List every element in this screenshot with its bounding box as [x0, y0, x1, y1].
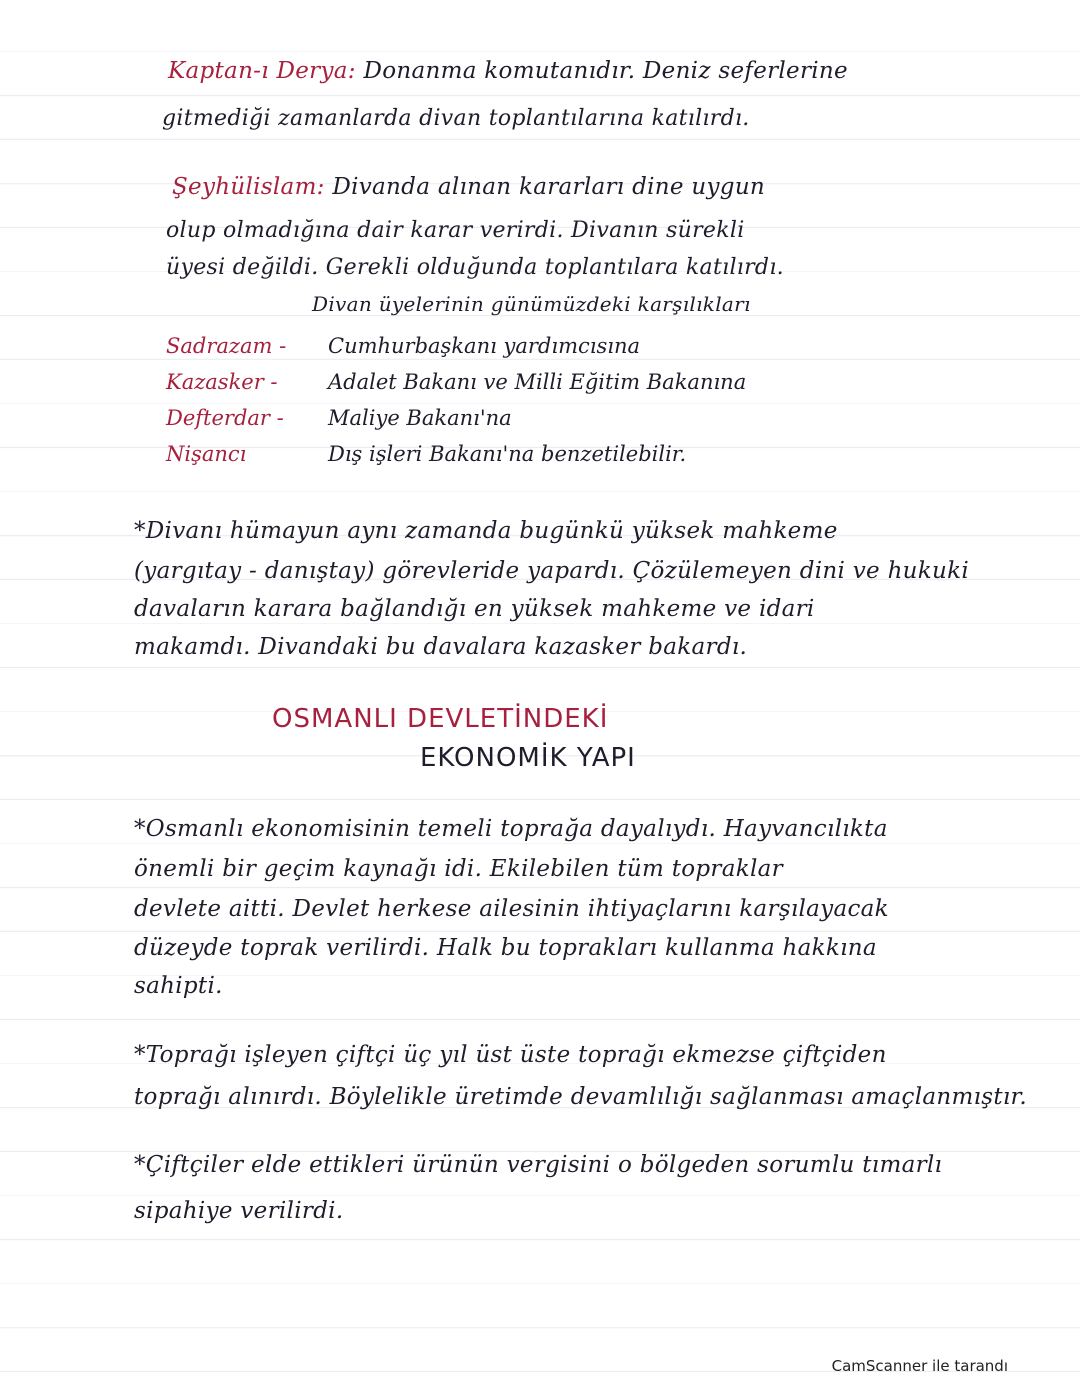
economy-line-2: önemli bir geçim kaynağı idi. Ekilebilen tüm topraklar	[134, 856, 783, 882]
equivalent-row-sadrazam	[166, 334, 640, 358]
seyhulislam-term: Şeyhülislam:	[172, 174, 325, 200]
kaptan-term: Kaptan-ı Derya:	[168, 58, 356, 84]
scanner-watermark: CamScanner ile tarandı	[831, 1357, 1008, 1375]
economy-line-4: düzeyde toprak verilirdi. Halk bu toprakları kullanma hakkına	[134, 935, 877, 961]
divan-equivalents-heading: Divan üyelerinin günümüzdeki karşılıkları	[312, 292, 751, 316]
equivalent-definition: Dış işleri Bakanı'na benzetilebilir.	[328, 442, 687, 466]
seyhulislam-line-2: olup olmadığına dair karar verirdi. Divanın sürekli	[166, 218, 745, 243]
equivalent-row-nisanci	[166, 442, 686, 466]
equivalent-term: Defterdar -	[166, 406, 284, 430]
economy-line-5: sahipti.	[134, 973, 223, 999]
equivalent-definition: Cumhurbaşkanı yardımcısına	[328, 334, 641, 358]
land-line-1: *Toprağı işleyen çiftçi üç yıl üst üste toprağı ekmezse çiftçiden	[134, 1042, 887, 1068]
kaptan-line-2: gitmediği zamanlarda divan toplantılarına katılırdı.	[162, 106, 750, 131]
section-title-line-2: EKONOMİK YAPI	[420, 743, 636, 773]
seyhulislam-text-1: Divanda alınan kararları dine uygun	[332, 174, 766, 200]
equivalent-term: Kazasker -	[166, 370, 278, 394]
kaptan-text-1: Donanma komutanıdır. Deniz seferlerine	[363, 58, 848, 84]
equivalent-definition: Adalet Bakanı ve Milli Eğitim Bakanına	[328, 370, 747, 394]
section-title-line-1: OSMANLI DEVLETİNDEKİ	[272, 704, 609, 734]
kaptan-line-1	[168, 58, 848, 84]
divan-note-line-1: *Divanı hümayun aynı zamanda bugünkü yüksek mahkeme	[134, 518, 838, 544]
equivalent-term: Sadrazam -	[166, 334, 287, 358]
seyhulislam-line-3: üyesi değildi. Gerekli olduğunda toplantılara katılırdı.	[166, 255, 784, 280]
equivalent-definition: Maliye Bakanı'na	[328, 406, 512, 430]
equivalent-row-kazasker	[166, 370, 746, 394]
divan-note-line-2: (yargıtay - danıştay) görevleride yapardı. Çözülemeyen dini ve hukuki	[134, 558, 970, 584]
seyhulislam-line-1	[172, 174, 765, 200]
economy-line-3: devlete aitti. Devlet herkese ailesinin ihtiyaçlarını karşılayacak	[134, 896, 889, 922]
divan-note-line-4: makamdı. Divandaki bu davalara kazasker bakardı.	[134, 634, 748, 660]
land-line-2: toprağı alınırdı. Böylelikle üretimde devamlılığı sağlanması amaçlanmıştır.	[134, 1084, 1027, 1110]
divan-note-line-3: davaların karara bağlandığı en yüksek mahkeme ve idari	[134, 596, 815, 622]
equivalent-term: Nişancı	[166, 442, 247, 466]
tax-line-2: sipahiye verilirdi.	[134, 1198, 344, 1224]
economy-line-1: *Osmanlı ekonomisinin temeli toprağa dayalıydı. Hayvancılıkta	[134, 816, 888, 842]
tax-line-1: *Çiftçiler elde ettikleri ürünün vergisini o bölgeden sorumlu tımarlı	[134, 1152, 943, 1178]
equivalent-row-defterdar	[166, 406, 512, 430]
